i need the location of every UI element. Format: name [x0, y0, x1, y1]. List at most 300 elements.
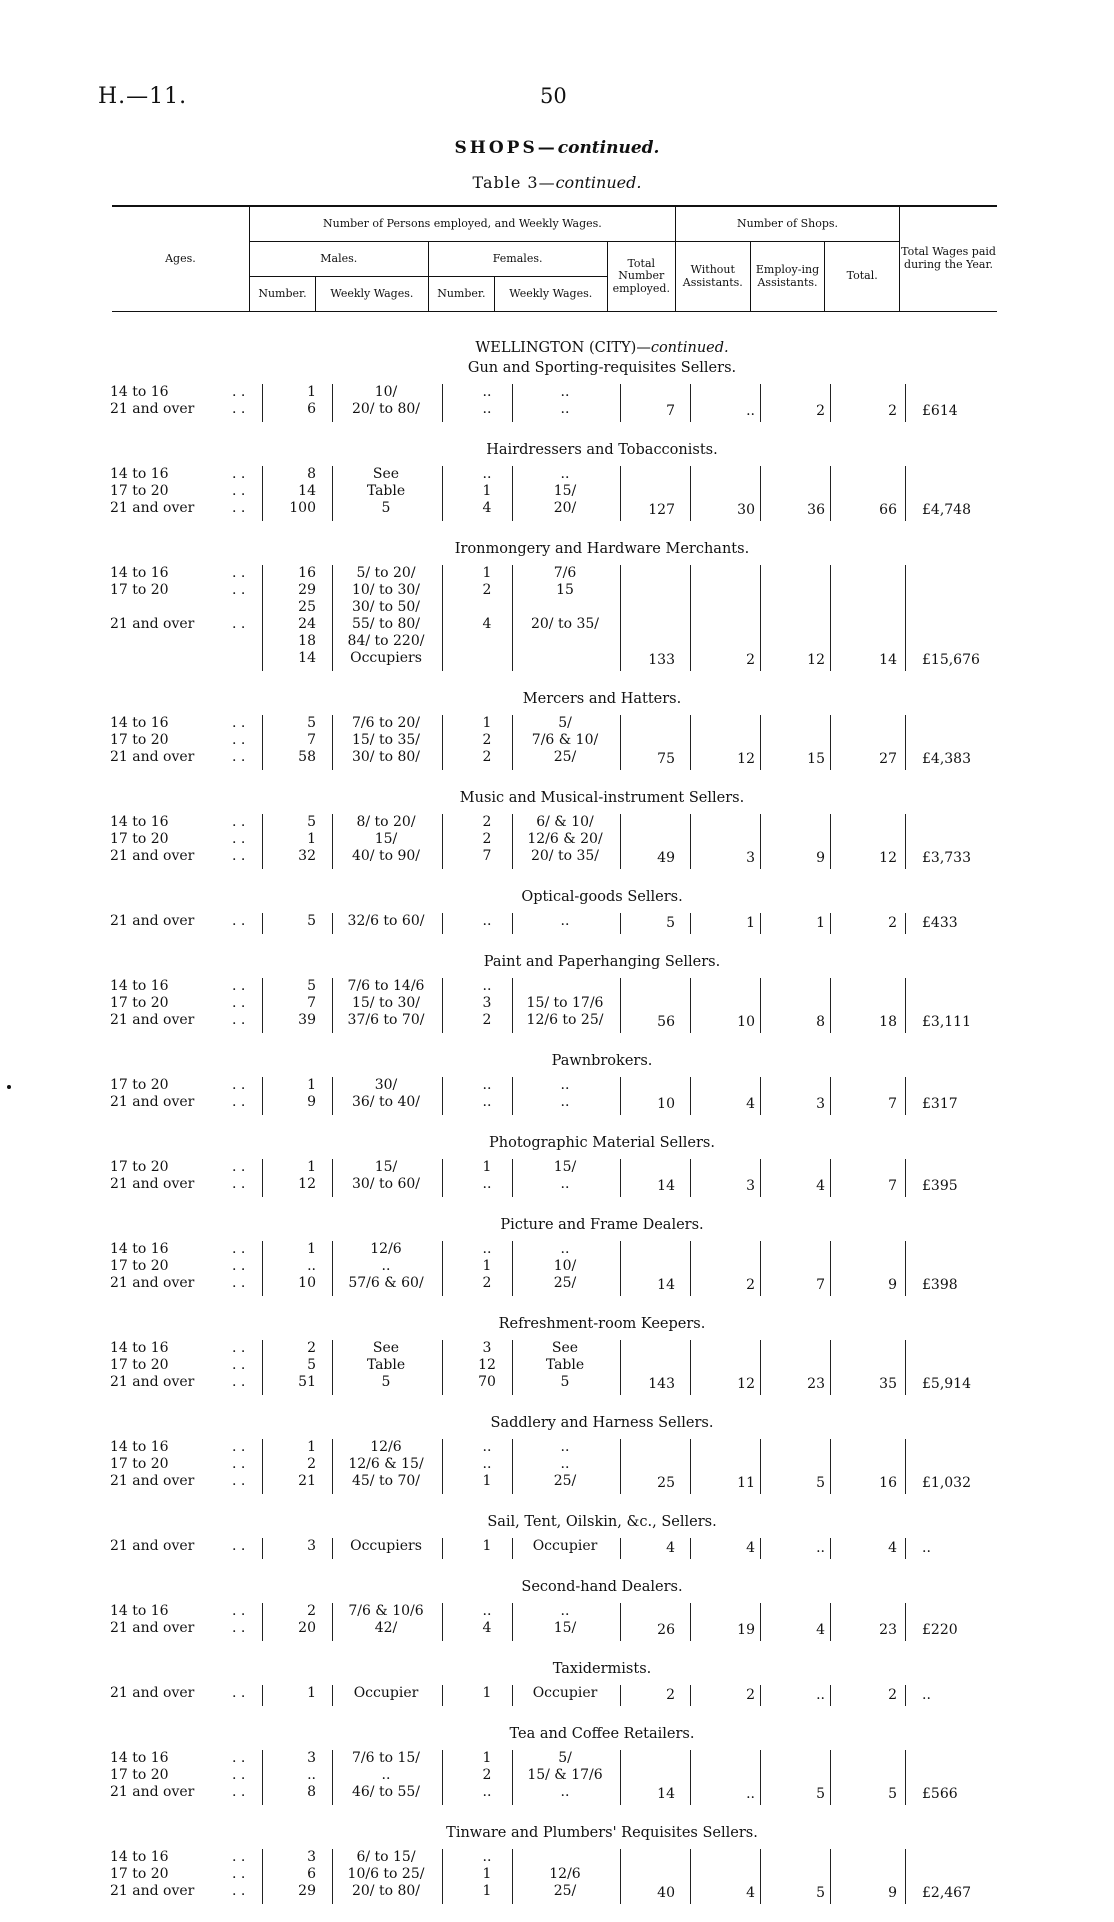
column-rule — [442, 1159, 443, 1197]
shops-total: 4 — [888, 1540, 897, 1556]
females-number: .. — [482, 401, 492, 417]
females-number: .. — [482, 913, 492, 929]
males-wages: See — [372, 1340, 400, 1356]
females-number: 2 — [482, 749, 492, 765]
column-rule — [512, 1340, 513, 1395]
females-number: 4 — [482, 616, 492, 632]
column-rule — [760, 913, 761, 934]
section-rows — [0, 1071, 1114, 1133]
males-wages: 7/6 to 20/ — [351, 715, 421, 731]
total-wages: .. — [922, 1540, 931, 1556]
column-rule — [760, 1077, 761, 1115]
col-females-wages: Weekly Wages. — [494, 277, 607, 312]
males-number: 20 — [298, 1620, 316, 1636]
females-wages: 25/ — [553, 1883, 577, 1899]
females-number: 1 — [482, 483, 492, 499]
leader-dots: . . — [232, 1473, 246, 1489]
column-rule — [905, 1439, 906, 1494]
region-title: WELLINGTON (CITY)—continued. — [475, 340, 729, 356]
females-number: 1 — [482, 1883, 492, 1899]
females-number: 4 — [482, 1620, 492, 1636]
females-wages: .. — [560, 1176, 570, 1192]
column-rule — [620, 1159, 621, 1197]
shops-total: 9 — [888, 1277, 897, 1293]
males-number: 7 — [307, 732, 316, 748]
males-number: 2 — [307, 1603, 316, 1619]
column-rule — [332, 565, 333, 671]
shops-employing-assistants: 4 — [816, 1622, 825, 1638]
total-wages: £614 — [922, 403, 958, 419]
females-number: 1 — [482, 1159, 492, 1175]
section-title: Gun and Sporting-requisites Sellers. — [467, 360, 737, 376]
females-number: 2 — [482, 732, 492, 748]
table-body — [0, 338, 1114, 1922]
shops-employing-assistants: 1 — [816, 915, 825, 931]
page-title: SHOPS—continued. — [454, 138, 660, 158]
section-rows — [0, 907, 1114, 952]
col-females-number: Number. — [428, 277, 494, 312]
leader-dots: . . — [232, 384, 246, 400]
row-age: 21 and over — [110, 1685, 195, 1701]
table-row — [0, 1767, 1114, 1784]
section-title: Mercers and Hatters. — [522, 691, 682, 707]
row-age: 17 to 20 — [110, 831, 169, 847]
section-rows — [0, 972, 1114, 1051]
trade-section — [0, 1659, 1114, 1724]
females-wages: 20/ to 35/ — [530, 848, 600, 864]
trade-section — [0, 1512, 1114, 1577]
table-row — [0, 1241, 1114, 1258]
column-rule — [830, 1685, 831, 1706]
section-title: Music and Musical-instrument Sellers. — [459, 790, 745, 806]
females-wages: .. — [560, 401, 570, 417]
males-wages: 30/ — [374, 1077, 398, 1093]
column-rule — [905, 1538, 906, 1559]
column-rule — [905, 1340, 906, 1395]
section-title: Sail, Tent, Oilskin, &c., Sellers. — [487, 1514, 717, 1530]
column-rule — [620, 715, 621, 770]
males-number: 5 — [307, 715, 316, 731]
trade-section — [0, 1215, 1114, 1314]
females-wages: Occupier — [532, 1685, 598, 1701]
shops-total: 23 — [879, 1622, 897, 1638]
section-rows — [0, 378, 1114, 440]
column-rule — [262, 978, 263, 1033]
females-number: .. — [482, 1439, 492, 1455]
column-rule — [512, 466, 513, 521]
females-number: 1 — [482, 1538, 492, 1554]
column-rule — [512, 1159, 513, 1197]
column-rule — [830, 1750, 831, 1805]
leader-dots: . . — [232, 1750, 246, 1766]
column-rule — [262, 466, 263, 521]
males-wages: 15/ — [374, 1159, 398, 1175]
total-employed: 7 — [666, 403, 675, 419]
total-employed: 56 — [657, 1014, 675, 1030]
column-rule — [512, 1849, 513, 1904]
males-wages: Occupier — [353, 1685, 419, 1701]
males-number: 1 — [307, 384, 316, 400]
females-wages: .. — [560, 913, 570, 929]
column-rule — [262, 1159, 263, 1197]
males-wages: 10/ — [374, 384, 398, 400]
row-age: 14 to 16 — [110, 1241, 169, 1257]
leader-dots: . . — [232, 715, 246, 731]
column-rule — [442, 1439, 443, 1494]
section-rows — [0, 1235, 1114, 1314]
females-wages: 15/ & 17/6 — [527, 1767, 603, 1783]
males-number: 25 — [298, 599, 316, 615]
column-rule — [332, 978, 333, 1033]
shops-without-assistants: 2 — [746, 1687, 755, 1703]
shops-without-assistants: 3 — [746, 850, 755, 866]
total-wages: £15,676 — [922, 652, 980, 668]
column-rule — [830, 715, 831, 770]
column-rule — [262, 1750, 263, 1805]
total-employed: 127 — [648, 502, 675, 518]
shops-employing-assistants: 12 — [807, 652, 825, 668]
table-header — [112, 205, 997, 312]
section-title: Hairdressers and Tobacconists. — [486, 442, 718, 458]
section-title: Taxidermists. — [552, 1661, 652, 1677]
column-rule — [262, 1538, 263, 1559]
males-number: 12 — [298, 1176, 316, 1192]
row-age: 14 to 16 — [110, 978, 169, 994]
column-rule — [905, 1750, 906, 1805]
shops-total: 66 — [879, 502, 897, 518]
females-number: 1 — [482, 1473, 492, 1489]
leader-dots: . . — [232, 1357, 246, 1373]
leader-dots: . . — [232, 1620, 246, 1636]
leader-dots: . . — [232, 732, 246, 748]
shops-total: 16 — [879, 1475, 897, 1491]
column-rule — [332, 1439, 333, 1494]
table-row — [0, 831, 1114, 848]
females-number: 1 — [482, 565, 492, 581]
leader-dots: . . — [232, 1258, 246, 1274]
table-row — [0, 715, 1114, 732]
females-number: 2 — [482, 1275, 492, 1291]
total-wages: £398 — [922, 1277, 958, 1293]
row-age: 21 and over — [110, 1012, 195, 1028]
males-wages: 32/6 to 60/ — [347, 913, 425, 929]
shops-employing-assistants: 23 — [807, 1376, 825, 1392]
column-rule — [690, 384, 691, 422]
column-rule — [512, 1439, 513, 1494]
column-rule — [442, 715, 443, 770]
males-number: 7 — [307, 995, 316, 1011]
males-wages: 6/ to 15/ — [356, 1849, 416, 1865]
shops-without-assistants: 3 — [746, 1178, 755, 1194]
total-employed: 133 — [648, 652, 675, 668]
column-rule — [690, 1603, 691, 1641]
males-number: 6 — [307, 1866, 316, 1882]
col-males: Males. — [249, 242, 428, 277]
shops-without-assistants: 12 — [737, 1376, 755, 1392]
column-rule — [905, 1241, 906, 1296]
column-rule — [442, 1849, 443, 1904]
column-rule — [512, 1750, 513, 1805]
column-rule — [830, 1077, 831, 1115]
column-rule — [442, 1241, 443, 1296]
table-subtitle: Table 3—continued. — [472, 173, 642, 192]
males-number: 5 — [307, 913, 316, 929]
column-rule — [620, 1603, 621, 1641]
column-rule — [512, 565, 513, 671]
column-rule — [830, 1603, 831, 1641]
column-rule — [760, 1849, 761, 1904]
females-wages: 7/6 — [553, 565, 577, 581]
row-age: 21 and over — [110, 749, 195, 765]
total-employed: 75 — [657, 751, 675, 767]
males-number: 29 — [298, 1883, 316, 1899]
males-number: .. — [307, 1767, 316, 1783]
row-age: 21 and over — [110, 848, 195, 864]
row-age: 17 to 20 — [110, 995, 169, 1011]
column-rule — [262, 814, 263, 869]
leader-dots: . . — [232, 978, 246, 994]
shops-total: 7 — [888, 1178, 897, 1194]
shops-total: 12 — [879, 850, 897, 866]
column-rule — [760, 814, 761, 869]
document-reference: H.—11. — [98, 84, 188, 109]
males-number: 9 — [307, 1094, 316, 1110]
row-age: 17 to 20 — [110, 1159, 169, 1175]
column-rule — [512, 715, 513, 770]
males-wages: 55/ to 80/ — [351, 616, 421, 632]
males-number: 2 — [307, 1340, 316, 1356]
males-number: 3 — [307, 1538, 316, 1554]
females-wages: 25/ — [553, 749, 577, 765]
row-age: 21 and over — [110, 1176, 195, 1192]
section-title: Picture and Frame Dealers. — [500, 1217, 704, 1233]
column-rule — [262, 1685, 263, 1706]
column-rule — [442, 1603, 443, 1641]
row-age: 17 to 20 — [110, 1077, 169, 1093]
leader-dots: . . — [232, 1685, 246, 1701]
females-wages: 12/6 & 20/ — [527, 831, 603, 847]
column-rule — [620, 814, 621, 869]
leader-dots: . . — [232, 1784, 246, 1800]
table-row — [0, 565, 1114, 582]
total-wages: £566 — [922, 1786, 958, 1802]
shops-without-assistants: .. — [746, 1786, 755, 1802]
females-wages: .. — [560, 1094, 570, 1110]
row-age: 21 and over — [110, 616, 195, 632]
column-rule — [760, 1439, 761, 1494]
females-number: 1 — [482, 1750, 492, 1766]
column-rule — [262, 1439, 263, 1494]
males-number: 14 — [298, 650, 316, 666]
column-rule — [620, 466, 621, 521]
column-rule — [830, 1241, 831, 1296]
row-age: 21 and over — [110, 401, 195, 417]
females-number: 3 — [482, 1340, 492, 1356]
column-rule — [332, 1685, 333, 1706]
shops-employing-assistants: 36 — [807, 502, 825, 518]
leader-dots: . . — [232, 500, 246, 516]
males-wages: Occupiers — [350, 1538, 422, 1554]
trade-section — [0, 1051, 1114, 1133]
leader-dots: . . — [232, 1538, 246, 1554]
column-rule — [830, 814, 831, 869]
column-rule — [760, 1603, 761, 1641]
column-rule — [332, 1241, 333, 1296]
row-age: 17 to 20 — [110, 1767, 169, 1783]
column-rule — [830, 1340, 831, 1395]
males-wages: 12/6 — [370, 1241, 402, 1257]
females-wages: 25/ — [553, 1473, 577, 1489]
column-rule — [620, 1077, 621, 1115]
total-wages: £3,733 — [922, 850, 971, 866]
row-age: 17 to 20 — [110, 582, 169, 598]
trade-section — [0, 539, 1114, 689]
males-wages: Occupiers — [350, 650, 422, 666]
males-number: 5 — [307, 978, 316, 994]
column-rule — [760, 1538, 761, 1559]
females-number: 1 — [482, 1685, 492, 1701]
females-number: 2 — [482, 582, 492, 598]
section-title: Tea and Coffee Retailers. — [509, 1726, 695, 1742]
row-age: 21 and over — [110, 1784, 195, 1800]
total-employed: 26 — [657, 1622, 675, 1638]
row-age: 21 and over — [110, 1620, 195, 1636]
males-wages: 40/ to 90/ — [351, 848, 421, 864]
males-number: 24 — [298, 616, 316, 632]
males-wages: 30/ to 50/ — [351, 599, 421, 615]
males-number: 29 — [298, 582, 316, 598]
total-wages: £2,467 — [922, 1885, 971, 1901]
shops-without-assistants: 19 — [737, 1622, 755, 1638]
males-number: 39 — [298, 1012, 316, 1028]
males-number: 1 — [307, 1159, 316, 1175]
section-title: Optical-goods Sellers. — [521, 889, 683, 905]
column-rule — [905, 1685, 906, 1706]
shops-without-assistants: 4 — [746, 1885, 755, 1901]
shops-without-assistants: 30 — [737, 502, 755, 518]
col-total-employed: Total Number employed. — [607, 242, 675, 312]
column-rule — [512, 814, 513, 869]
column-rule — [830, 1439, 831, 1494]
column-rule — [332, 1077, 333, 1115]
males-number: 16 — [298, 565, 316, 581]
males-number: 6 — [307, 401, 316, 417]
females-wages: 15/ to 17/6 — [526, 995, 604, 1011]
shops-without-assistants: 1 — [746, 915, 755, 931]
leader-dots: . . — [232, 913, 246, 929]
females-number: 4 — [482, 500, 492, 516]
total-employed: 40 — [657, 1885, 675, 1901]
males-number: .. — [307, 1258, 316, 1274]
males-number: 3 — [307, 1849, 316, 1865]
table-row — [0, 599, 1114, 616]
section-title: Paint and Paperhanging Sellers. — [483, 954, 721, 970]
females-number: .. — [482, 384, 492, 400]
table-row — [0, 995, 1114, 1012]
table-row — [0, 466, 1114, 483]
column-rule — [262, 565, 263, 671]
column-rule — [690, 1077, 691, 1115]
column-rule — [690, 715, 691, 770]
section-title: Photographic Material Sellers. — [489, 1135, 715, 1151]
table-row — [0, 1439, 1114, 1456]
row-age: 14 to 16 — [110, 384, 169, 400]
leader-dots: . . — [232, 1012, 246, 1028]
shops-without-assistants: .. — [746, 403, 755, 419]
shops-total: 2 — [888, 915, 897, 931]
row-age: 14 to 16 — [110, 1340, 169, 1356]
females-wages: 6/ & 10/ — [536, 814, 594, 830]
females-wages: 5 — [560, 1374, 570, 1390]
females-wages: .. — [560, 1241, 570, 1257]
males-number: 32 — [298, 848, 316, 864]
total-employed: 2 — [666, 1687, 675, 1703]
column-rule — [332, 466, 333, 521]
row-age: 14 to 16 — [110, 1603, 169, 1619]
leader-dots: . . — [232, 616, 246, 632]
column-rule — [332, 1538, 333, 1559]
leader-dots: . . — [232, 483, 246, 499]
males-wages: 5 — [381, 500, 391, 516]
females-number: .. — [482, 1603, 492, 1619]
leader-dots: . . — [232, 582, 246, 598]
females-number: .. — [482, 978, 492, 994]
trade-section — [0, 1133, 1114, 1215]
column-rule — [760, 466, 761, 521]
column-rule — [830, 978, 831, 1033]
females-wages: 12/6 to 25/ — [526, 1012, 604, 1028]
males-number: 1 — [307, 831, 316, 847]
shops-employing-assistants: .. — [816, 1687, 825, 1703]
column-rule — [620, 1241, 621, 1296]
females-wages: 20/ — [553, 500, 577, 516]
trade-section — [0, 1314, 1114, 1413]
column-rule — [830, 565, 831, 671]
males-wages: 12/6 — [370, 1439, 402, 1455]
total-wages: £433 — [922, 915, 958, 931]
males-wages: 37/6 to 70/ — [347, 1012, 425, 1028]
column-rule — [760, 978, 761, 1033]
females-wages: 5/ — [558, 1750, 572, 1766]
males-wages: 15/ to 30/ — [351, 995, 421, 1011]
table-row — [0, 616, 1114, 633]
column-rule — [760, 384, 761, 422]
males-number: 21 — [298, 1473, 316, 1489]
females-number: 1 — [482, 1866, 492, 1882]
males-wages: 57/6 & 60/ — [348, 1275, 424, 1291]
shops-total: 5 — [888, 1786, 897, 1802]
column-rule — [690, 565, 691, 671]
column-rule — [512, 1685, 513, 1706]
leader-dots: . . — [232, 1340, 246, 1356]
shops-employing-assistants: 8 — [816, 1014, 825, 1030]
table-row — [0, 1258, 1114, 1275]
column-rule — [830, 1849, 831, 1904]
males-wages: 42/ — [374, 1620, 398, 1636]
row-age: 17 to 20 — [110, 1866, 169, 1882]
females-number: 2 — [482, 814, 492, 830]
col-without-assistants: Without Assistants. — [675, 242, 750, 312]
females-wages: 10/ — [553, 1258, 577, 1274]
section-title: Tinware and Plumbers' Requisites Sellers. — [446, 1825, 758, 1841]
shops-employing-assistants: 9 — [816, 850, 825, 866]
males-wages: 84/ to 220/ — [347, 633, 425, 649]
females-number: 3 — [482, 995, 492, 1011]
column-rule — [262, 715, 263, 770]
row-age: 21 and over — [110, 1473, 195, 1489]
column-rule — [905, 466, 906, 521]
col-males-wages: Weekly Wages. — [316, 277, 429, 312]
